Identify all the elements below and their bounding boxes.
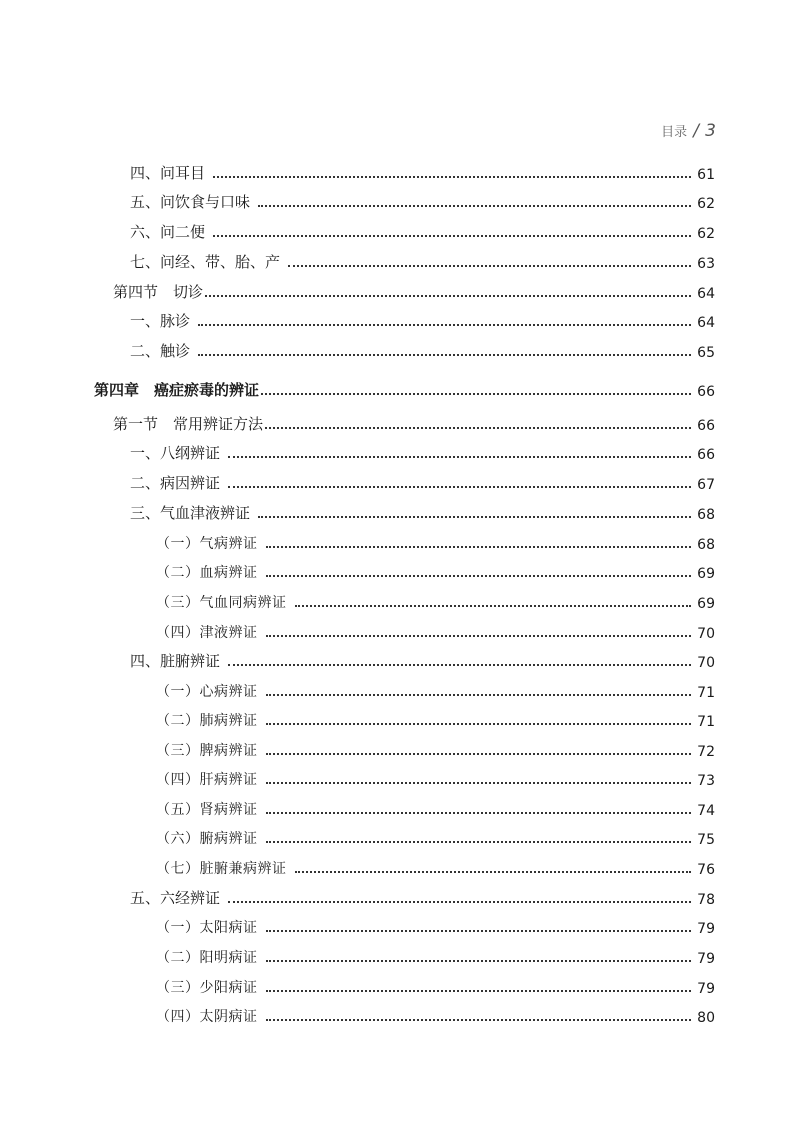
toc-entry-page-number: 69: [697, 566, 715, 582]
dot-leader: [228, 456, 691, 458]
dot-leader: [228, 664, 691, 666]
toc-entry-item[interactable]: [130, 471, 715, 493]
toc-entry-page-number: 67: [697, 477, 715, 493]
toc-entry-sub[interactable]: [156, 915, 715, 937]
toc-entry-title: （一）气病辨证: [156, 536, 258, 552]
dot-leader: [266, 812, 692, 814]
toc-entry-page-number: 71: [697, 685, 715, 701]
toc-entry-page-number: 72: [697, 744, 715, 760]
dot-leader: [198, 324, 691, 326]
dot-leader: [288, 265, 691, 267]
toc-entry-page-number: 61: [697, 167, 715, 183]
toc-entry-sub[interactable]: [156, 679, 715, 701]
toc-entry-page-number: 64: [697, 286, 715, 302]
toc-entry-title: （二）血病辨证: [156, 565, 258, 581]
toc-entry-title: 四、脏腑辨证: [130, 652, 221, 670]
toc-entry-section[interactable]: [113, 412, 715, 434]
toc-entry-sub[interactable]: [156, 531, 715, 553]
toc-entry-sub[interactable]: [156, 708, 715, 730]
toc-entry-sub[interactable]: [156, 738, 715, 760]
toc-entry-title: 第四节 切诊: [113, 283, 204, 301]
dot-leader: [205, 295, 691, 297]
toc-entry-title: 四、问耳目: [130, 164, 206, 182]
toc-entry-sub[interactable]: [156, 620, 715, 642]
dot-leader: [266, 753, 692, 755]
header-label: 目录: [661, 125, 688, 140]
toc-entry-page-number: 76: [697, 862, 715, 878]
toc-entry-title: （七）脏腑兼病辨证: [156, 861, 287, 877]
toc-entry-sub[interactable]: [156, 590, 715, 612]
toc-entry-page-number: 74: [697, 803, 715, 819]
toc-entry-sub[interactable]: [156, 975, 715, 997]
toc-entry-title: （三）气血同病辨证: [156, 595, 287, 611]
toc-entry-item[interactable]: [130, 339, 715, 361]
toc-entry-page-number: 65: [697, 345, 715, 361]
toc-entry-sub[interactable]: [156, 767, 715, 789]
toc-entry-title: （四）太阴病证: [156, 1009, 258, 1025]
toc-entry-title: 第四章 癌症瘀毒的辨证: [94, 381, 260, 399]
dot-leader: [261, 393, 691, 395]
running-header: [661, 121, 716, 141]
toc-entry-page-number: 64: [697, 315, 715, 331]
dot-leader: [266, 1019, 692, 1021]
dot-leader: [266, 930, 692, 932]
toc-entry-page-number: 73: [697, 773, 715, 789]
toc-entry-page-number: 79: [697, 951, 715, 967]
toc-entry-title: （一）太阳病证: [156, 920, 258, 936]
dot-leader: [266, 782, 692, 784]
dot-leader: [266, 990, 692, 992]
toc-entry-title: （三）少阳病证: [156, 980, 258, 996]
toc-entry-page-number: 68: [697, 537, 715, 553]
toc-entry-title: 一、脉诊: [130, 312, 191, 330]
toc-entry-page-number: 71: [697, 714, 715, 730]
toc-entry-title: （二）肺病辨证: [156, 713, 258, 729]
toc-entry-title: 第一节 常用辨证方法: [113, 415, 264, 433]
toc-entry-page-number: 63: [697, 256, 715, 272]
toc-entry-title: 五、问饮食与口味: [130, 193, 251, 211]
toc-entry-item[interactable]: [130, 309, 715, 331]
toc-entry-sub[interactable]: [156, 1004, 715, 1026]
dot-leader: [266, 841, 692, 843]
dot-leader: [258, 516, 691, 518]
toc-entry-title: （五）肾病辨证: [156, 802, 258, 818]
dot-leader: [265, 427, 691, 429]
toc-entry-item[interactable]: [130, 220, 715, 242]
dot-leader: [213, 176, 691, 178]
toc-entry-page-number: 75: [697, 832, 715, 848]
dot-leader: [266, 575, 692, 577]
toc-entry-chapter[interactable]: [94, 378, 715, 400]
dot-leader: [228, 901, 691, 903]
dot-leader: [266, 635, 692, 637]
dot-leader: [258, 205, 691, 207]
dot-leader: [198, 354, 691, 356]
toc-entry-title: （一）心病辨证: [156, 684, 258, 700]
toc-entry-title: 二、触诊: [130, 342, 191, 360]
toc-entry-title: 二、病因辨证: [130, 474, 221, 492]
toc-entry-page-number: 69: [697, 596, 715, 612]
toc-entry-page-number: 62: [697, 196, 715, 212]
toc-entry-sub[interactable]: [156, 560, 715, 582]
toc-entry-item[interactable]: [130, 649, 715, 671]
toc-entry-title: 一、八纲辨证: [130, 444, 221, 462]
toc-entry-title: 六、问二便: [130, 223, 206, 241]
dot-leader: [266, 723, 692, 725]
toc-entry-section[interactable]: [113, 280, 715, 302]
toc-entry-title: （三）脾病辨证: [156, 743, 258, 759]
dot-leader: [295, 605, 692, 607]
toc-entry-sub[interactable]: [156, 797, 715, 819]
toc-entry-page-number: 66: [697, 447, 715, 463]
header-page-number: 3: [705, 121, 716, 141]
toc-entry-sub[interactable]: [156, 826, 715, 848]
dot-leader: [266, 694, 692, 696]
toc-entry-page-number: 66: [697, 384, 715, 400]
dot-leader: [266, 960, 692, 962]
toc-entry-item[interactable]: [130, 190, 715, 212]
toc-entry-item[interactable]: [130, 886, 715, 908]
toc-entry-title: （六）腑病辨证: [156, 831, 258, 847]
toc-entry-sub[interactable]: [156, 945, 715, 967]
dot-leader: [228, 486, 691, 488]
toc-entry-page-number: 80: [697, 1010, 715, 1026]
toc-entry-title: （四）肝病辨证: [156, 772, 258, 788]
toc-entry-page-number: 68: [697, 507, 715, 523]
dot-leader: [266, 546, 692, 548]
toc-entry-title: （四）津液辨证: [156, 625, 258, 641]
toc-entry-item[interactable]: [130, 250, 715, 272]
toc-entry-title: 七、问经、带、胎、产: [130, 253, 281, 271]
dot-leader: [213, 235, 691, 237]
toc-entry-page-number: 66: [697, 418, 715, 434]
toc-entry-page-number: 70: [697, 655, 715, 671]
toc-entry-page-number: 78: [697, 892, 715, 908]
header-separator: /: [693, 121, 700, 141]
toc-entry-title: 五、六经辨证: [130, 889, 221, 907]
toc-entry-page-number: 79: [697, 981, 715, 997]
toc-entry-item[interactable]: [130, 161, 715, 183]
toc-entry-title: 三、气血津液辨证: [130, 504, 251, 522]
toc-entry-title: （二）阳明病证: [156, 950, 258, 966]
dot-leader: [295, 871, 692, 873]
toc-entry-page-number: 62: [697, 226, 715, 242]
toc-entry-item[interactable]: [130, 441, 715, 463]
toc-entry-page-number: 79: [697, 921, 715, 937]
toc-entry-sub[interactable]: [156, 856, 715, 878]
toc-entry-page-number: 70: [697, 626, 715, 642]
toc-entry-item[interactable]: [130, 501, 715, 523]
